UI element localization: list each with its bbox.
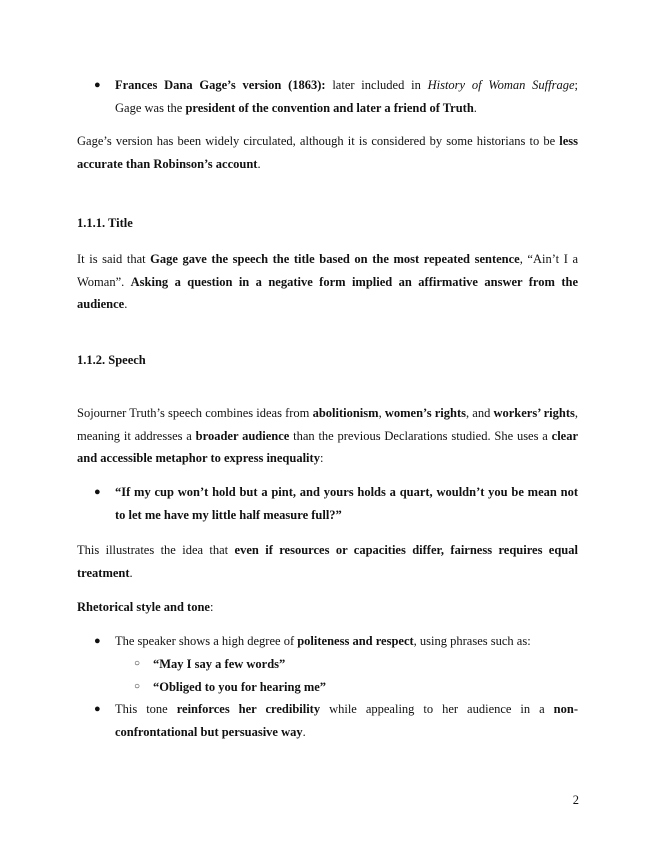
emphasis: less accurate than Robinson’s account (77, 134, 578, 171)
emphasis: Gage gave the speech the title based on the most repeated sentence (150, 252, 520, 266)
emphasis: president of the convention and later a friend of Truth (185, 100, 474, 115)
emphasis: broader audience (195, 428, 290, 443)
emphasis: workers’ rights (493, 406, 575, 420)
gage-version-label: Frances Dana Gage’s version (1863): (115, 78, 326, 92)
cup-quote-text (115, 481, 578, 526)
book-title: History of Woman Suffrage (427, 78, 575, 92)
bullet-gage-version (94, 74, 578, 119)
heading-speech-section: 1.1.2. Speech (77, 353, 146, 367)
text-run: . (473, 100, 477, 115)
text-run: This illustrates the idea that (77, 543, 235, 557)
text-run: Gage’s version has been widely circulated, although it is considered by some historians to be (77, 134, 560, 148)
page-number: 2 (572, 793, 579, 807)
bullet-cup-quote (94, 481, 578, 526)
text-run: , meaning it addresses a (77, 406, 578, 443)
emphasis: women’s rights (384, 406, 466, 420)
sub-bullet-few-words (134, 653, 574, 675)
bullet-credibility (94, 698, 578, 743)
phrase-text (153, 676, 573, 699)
paragraph-gage-circulation (77, 130, 578, 175)
text-run: while appealing to her audience in a (320, 702, 554, 716)
bullet-marker: ● (94, 635, 101, 647)
text-run: ; (574, 78, 578, 92)
text-run: , using phrases such as: (413, 634, 531, 648)
text-run: , “Ain’t I a Woman”. (77, 252, 578, 289)
phrase-emphasis: “May I say a few words” (153, 657, 286, 671)
paragraph-fairness (77, 539, 578, 584)
emphasis: abolitionism (312, 406, 379, 420)
phrase-text (153, 653, 573, 676)
text-run: : (319, 451, 324, 465)
emphasis: reinforces her credibility (176, 702, 321, 716)
text-run: Sojourner Truth’s speech combines ideas from (77, 406, 313, 420)
sub-bullet-marker: ○ (134, 681, 141, 692)
text-run: This tone (115, 702, 177, 716)
phrase-emphasis: “Obliged to you for hearing me” (153, 680, 327, 694)
heading-title-section: 1.1.1. Title (77, 216, 133, 230)
bullet-gage-line-2 (115, 97, 578, 120)
politeness-text (115, 630, 578, 653)
text-run: . (257, 156, 261, 171)
credibility-text (115, 698, 578, 743)
text-run: : (209, 600, 214, 614)
text-run: . (302, 724, 306, 739)
paragraph-title-origin (77, 248, 578, 316)
text-run: Gage was the (115, 100, 186, 115)
emphasis: clear and accessible metaphor to express inequality (77, 428, 579, 465)
rhetorical-style-label (77, 596, 578, 619)
bullet-gage-text (115, 74, 578, 119)
text-run: later included in (325, 78, 428, 92)
emphasis: Asking a question in a negative form implied an affirmative answer from the audience (77, 274, 578, 311)
quote-emphasis: “If my cup won’t hold but a pint, and yours holds a quart, wouldn’t you be mean not to let me have my little half measure full?” (115, 485, 578, 522)
bullet-marker: ● (94, 703, 101, 715)
sub-bullet-marker: ○ (134, 658, 141, 669)
text-run: The speaker shows a high degree of (115, 634, 298, 648)
emphasis: politeness and respect (297, 634, 414, 648)
text-run: . (124, 297, 128, 311)
bullet-marker: ● (94, 486, 101, 498)
emphasis: even if resources or capacities differ, fairness requires equal treatment (77, 543, 578, 580)
paragraph-speech-ideas (77, 402, 578, 470)
text-run: , (378, 406, 385, 420)
text-run: It is said that (77, 252, 151, 266)
sub-bullet-obliged (134, 676, 574, 698)
bullet-politeness (94, 630, 578, 652)
emphasis: non-confrontational but persuasive way (115, 702, 578, 739)
bullet-marker: ● (94, 79, 101, 91)
label-emphasis: Rhetorical style and tone (77, 600, 210, 614)
text-run: , and (466, 406, 494, 420)
text-run: . (129, 565, 133, 580)
bullet-gage-line-1 (115, 74, 578, 97)
text-run: than the previous Declarations studied. She uses a (289, 428, 552, 443)
